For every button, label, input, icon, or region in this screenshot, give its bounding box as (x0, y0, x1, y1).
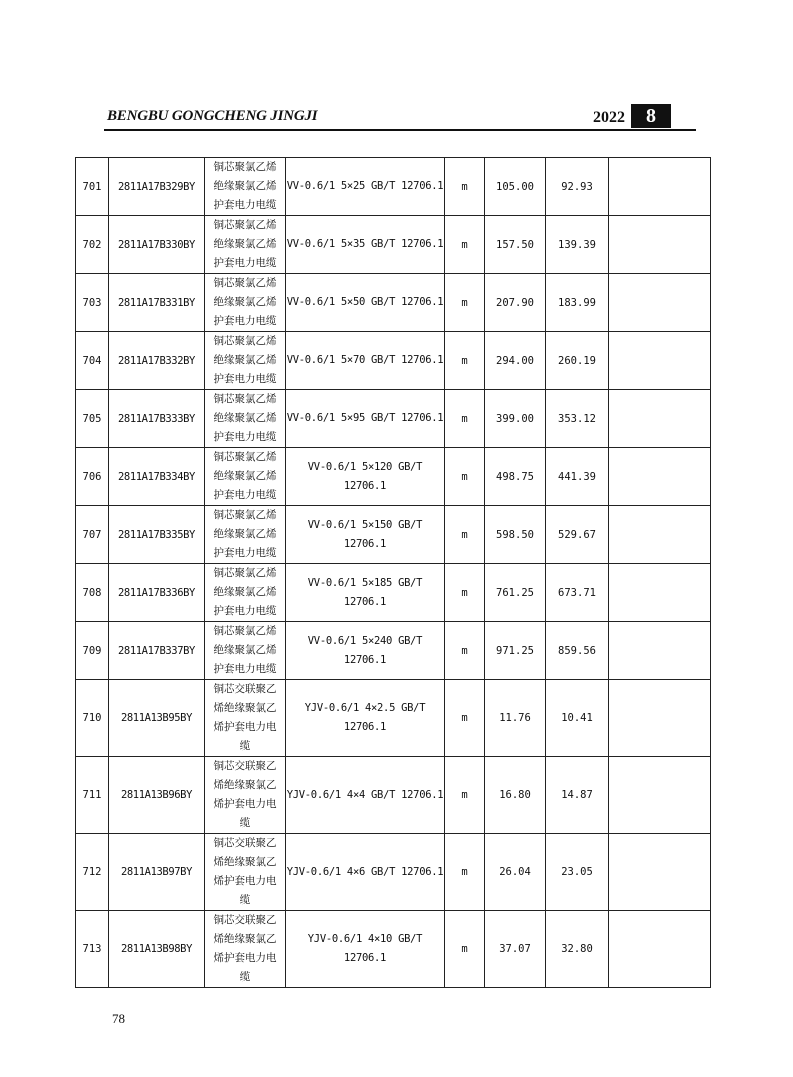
price-tax-excluded-cell: 260.19 (546, 332, 609, 390)
material-code-cell: 2811A17B336BY (109, 564, 205, 622)
price-tax-excluded-cell: 529.67 (546, 506, 609, 564)
price-tax-included-cell: 26.04 (485, 834, 546, 911)
material-name-line: 绝缘聚氯乙烯 (213, 644, 277, 656)
material-code-cell: 2811A17B329BY (109, 158, 205, 216)
specification-line: YJV-0.6/1 4×4 GB/T 12706.1 (286, 788, 444, 801)
table-row (76, 564, 711, 622)
price-tax-included-cell: 207.90 (485, 274, 546, 332)
specification-line: VV-0.6/1 5×70 GB/T 12706.1 (286, 354, 444, 366)
material-code-cell: 2811A17B330BY (109, 216, 205, 274)
journal-title: BENGBU GONGCHENG JINGJI (107, 108, 318, 124)
material-name-line: 护套电力电缆 (213, 315, 277, 327)
specification-line: 12706.1 (343, 537, 387, 550)
remarks-cell (609, 834, 711, 911)
material-name-cell (205, 506, 286, 564)
table-row (76, 506, 711, 564)
unit-cell: m (445, 622, 485, 680)
price-tax-excluded-cell: 183.99 (546, 274, 609, 332)
table-row (76, 216, 711, 274)
material-name-line: 烯绝缘聚氯乙 (213, 702, 277, 714)
table-row (76, 834, 711, 911)
table-body (76, 158, 711, 988)
specification-line: VV-0.6/1 5×150 GB/T (307, 518, 423, 531)
unit-cell: m (445, 448, 485, 506)
row-number-cell: 707 (76, 506, 109, 564)
material-name-line: 护套电力电缆 (213, 605, 277, 617)
table-row (76, 274, 711, 332)
price-tax-included-cell: 498.75 (485, 448, 546, 506)
specification-line: VV-0.6/1 5×240 GB/T (307, 634, 423, 647)
remarks-cell (609, 274, 711, 332)
specification-line: YJV-0.6/1 4×6 GB/T 12706.1 (286, 865, 444, 878)
material-name-line: 烯护套电力电 (213, 798, 277, 810)
unit-cell: m (445, 274, 485, 332)
row-number-cell: 713 (76, 911, 109, 988)
specification-line: VV-0.6/1 5×50 GB/T 12706.1 (286, 296, 444, 308)
material-name-line: 铜芯聚氯乙烯 (213, 219, 277, 231)
material-name-line: 烯绝缘聚氯乙 (213, 933, 277, 945)
table-row (76, 680, 711, 757)
material-name-line: 护套电力电缆 (213, 257, 277, 269)
material-name-line: 铜芯交联聚乙 (213, 914, 277, 926)
price-tax-excluded-cell: 32.80 (546, 911, 609, 988)
remarks-cell (609, 448, 711, 506)
specification-cell (286, 680, 445, 757)
price-tax-included-cell: 16.80 (485, 757, 546, 834)
row-number-cell: 712 (76, 834, 109, 911)
unit-cell: m (445, 158, 485, 216)
material-name-cell (205, 911, 286, 988)
material-name-line: 绝缘聚氯乙烯 (213, 412, 277, 424)
specification-line: VV-0.6/1 5×25 GB/T 12706.1 (286, 180, 444, 192)
material-name-line: 烯护套电力电 (213, 952, 277, 964)
specification-line: 12706.1 (343, 595, 387, 608)
material-name-line: 护套电力电缆 (213, 489, 277, 501)
material-name-cell (205, 390, 286, 448)
material-name-cell (205, 332, 286, 390)
material-code-cell: 2811A13B96BY (109, 757, 205, 834)
material-code-cell: 2811A13B97BY (109, 834, 205, 911)
remarks-cell (609, 757, 711, 834)
row-number-cell: 711 (76, 757, 109, 834)
price-tax-excluded-cell: 10.41 (546, 680, 609, 757)
unit-cell: m (445, 390, 485, 448)
specification-cell (286, 757, 445, 834)
material-name-line: 烯护套电力电 (213, 875, 277, 887)
table-row (76, 911, 711, 988)
remarks-cell (609, 216, 711, 274)
material-name-line: 铜芯聚氯乙烯 (213, 277, 277, 289)
specification-line: YJV-0.6/1 4×10 GB/T (307, 933, 423, 945)
issue-number-badge: 8 (631, 104, 671, 128)
table-row (76, 158, 711, 216)
row-number-cell: 702 (76, 216, 109, 274)
material-name-line: 绝缘聚氯乙烯 (213, 238, 277, 250)
price-tax-excluded-cell: 139.39 (546, 216, 609, 274)
table-row (76, 757, 711, 834)
price-tax-included-cell: 11.76 (485, 680, 546, 757)
specification-cell (286, 274, 445, 332)
price-tax-included-cell: 971.25 (485, 622, 546, 680)
price-tax-excluded-cell: 92.93 (546, 158, 609, 216)
price-tax-excluded-cell: 14.87 (546, 757, 609, 834)
remarks-cell (609, 622, 711, 680)
price-tax-included-cell: 37.07 (485, 911, 546, 988)
material-name-line: 铜芯聚氯乙烯 (213, 625, 277, 637)
remarks-cell (609, 390, 711, 448)
material-name-line: 铜芯聚氯乙烯 (213, 393, 277, 405)
material-name-cell (205, 274, 286, 332)
unit-cell: m (445, 911, 485, 988)
material-code-cell: 2811A13B95BY (109, 680, 205, 757)
material-name-line: 铜芯聚氯乙烯 (213, 567, 277, 579)
material-name-cell (205, 680, 286, 757)
specification-cell (286, 834, 445, 911)
material-code-cell: 2811A17B337BY (109, 622, 205, 680)
price-tax-included-cell: 157.50 (485, 216, 546, 274)
material-name-line: 绝缘聚氯乙烯 (213, 470, 277, 482)
material-name-cell (205, 448, 286, 506)
material-code-cell: 2811A17B333BY (109, 390, 205, 448)
material-name-cell (205, 622, 286, 680)
unit-cell: m (445, 332, 485, 390)
material-name-line: 烯护套电力电 (213, 721, 277, 733)
row-number-cell: 706 (76, 448, 109, 506)
issue-year: 2022 (593, 109, 625, 126)
specification-cell (286, 506, 445, 564)
header-rule (104, 129, 696, 131)
specification-cell (286, 622, 445, 680)
remarks-cell (609, 911, 711, 988)
price-tax-excluded-cell: 859.56 (546, 622, 609, 680)
price-tax-included-cell: 105.00 (485, 158, 546, 216)
unit-cell: m (445, 680, 485, 757)
price-tax-excluded-cell: 441.39 (546, 448, 609, 506)
material-code-cell: 2811A17B332BY (109, 332, 205, 390)
table-row (76, 448, 711, 506)
page-number: 78 (112, 1011, 125, 1026)
material-name-line: 绝缘聚氯乙烯 (213, 586, 277, 598)
price-tax-included-cell: 294.00 (485, 332, 546, 390)
price-tax-excluded-cell: 673.71 (546, 564, 609, 622)
material-code-cell: 2811A17B335BY (109, 506, 205, 564)
unit-cell: m (445, 757, 485, 834)
row-number-cell: 703 (76, 274, 109, 332)
material-name-line: 缆 (239, 740, 251, 752)
specification-cell (286, 332, 445, 390)
price-table (75, 157, 711, 988)
material-name-line: 护套电力电缆 (213, 199, 277, 211)
specification-cell (286, 448, 445, 506)
remarks-cell (609, 506, 711, 564)
material-name-line: 绝缘聚氯乙烯 (213, 354, 277, 366)
material-name-line: 铜芯交联聚乙 (213, 683, 277, 695)
table-row (76, 390, 711, 448)
material-name-line: 缆 (239, 894, 251, 906)
material-name-line: 缆 (239, 817, 251, 829)
material-name-line: 铜芯聚氯乙烯 (213, 161, 277, 173)
row-number-cell: 709 (76, 622, 109, 680)
specification-cell (286, 911, 445, 988)
remarks-cell (609, 158, 711, 216)
material-name-line: 护套电力电缆 (213, 547, 277, 559)
running-header (107, 104, 695, 130)
specification-line: 12706.1 (343, 479, 387, 492)
material-code-cell: 2811A13B98BY (109, 911, 205, 988)
material-name-line: 烯绝缘聚氯乙 (213, 856, 277, 868)
row-number-cell: 704 (76, 332, 109, 390)
material-name-line: 护套电力电缆 (213, 431, 277, 443)
material-name-cell (205, 158, 286, 216)
specification-line: 12706.1 (343, 653, 387, 666)
remarks-cell (609, 564, 711, 622)
specification-line: VV-0.6/1 5×185 GB/T (307, 576, 423, 589)
unit-cell: m (445, 216, 485, 274)
specification-cell (286, 158, 445, 216)
material-name-line: 铜芯交联聚乙 (213, 837, 277, 849)
price-tax-included-cell: 761.25 (485, 564, 546, 622)
table-row (76, 622, 711, 680)
material-name-line: 铜芯聚氯乙烯 (213, 451, 277, 463)
remarks-cell (609, 332, 711, 390)
specification-cell (286, 564, 445, 622)
material-name-line: 绝缘聚氯乙烯 (213, 528, 277, 540)
material-name-line: 护套电力电缆 (213, 373, 277, 385)
material-code-cell: 2811A17B331BY (109, 274, 205, 332)
price-tax-excluded-cell: 23.05 (546, 834, 609, 911)
material-name-line: 铜芯交联聚乙 (213, 760, 277, 772)
material-name-line: 绝缘聚氯乙烯 (213, 180, 277, 192)
specification-line: VV-0.6/1 5×35 GB/T 12706.1 (286, 238, 444, 250)
specification-cell (286, 216, 445, 274)
specification-line: VV-0.6/1 5×120 GB/T (307, 460, 423, 473)
material-name-cell (205, 564, 286, 622)
material-code-cell: 2811A17B334BY (109, 448, 205, 506)
unit-cell: m (445, 564, 485, 622)
unit-cell: m (445, 506, 485, 564)
material-name-line: 铜芯聚氯乙烯 (213, 509, 277, 521)
price-tax-excluded-cell: 353.12 (546, 390, 609, 448)
unit-cell: m (445, 834, 485, 911)
price-tax-included-cell: 399.00 (485, 390, 546, 448)
remarks-cell (609, 680, 711, 757)
table-row (76, 332, 711, 390)
row-number-cell: 705 (76, 390, 109, 448)
material-name-line: 护套电力电缆 (213, 663, 277, 675)
specification-line: VV-0.6/1 5×95 GB/T 12706.1 (286, 412, 444, 424)
material-name-line: 铜芯聚氯乙烯 (213, 335, 277, 347)
price-tax-included-cell: 598.50 (485, 506, 546, 564)
material-name-cell (205, 216, 286, 274)
material-name-line: 缆 (239, 971, 251, 983)
specification-cell (286, 390, 445, 448)
specification-line: 12706.1 (343, 952, 387, 964)
row-number-cell: 708 (76, 564, 109, 622)
specification-line: YJV-0.6/1 4×2.5 GB/T (304, 702, 426, 714)
material-name-line: 烯绝缘聚氯乙 (213, 779, 277, 791)
material-name-line: 绝缘聚氯乙烯 (213, 296, 277, 308)
material-name-cell (205, 834, 286, 911)
row-number-cell: 710 (76, 680, 109, 757)
specification-line: 12706.1 (343, 721, 387, 733)
row-number-cell: 701 (76, 158, 109, 216)
material-name-cell (205, 757, 286, 834)
